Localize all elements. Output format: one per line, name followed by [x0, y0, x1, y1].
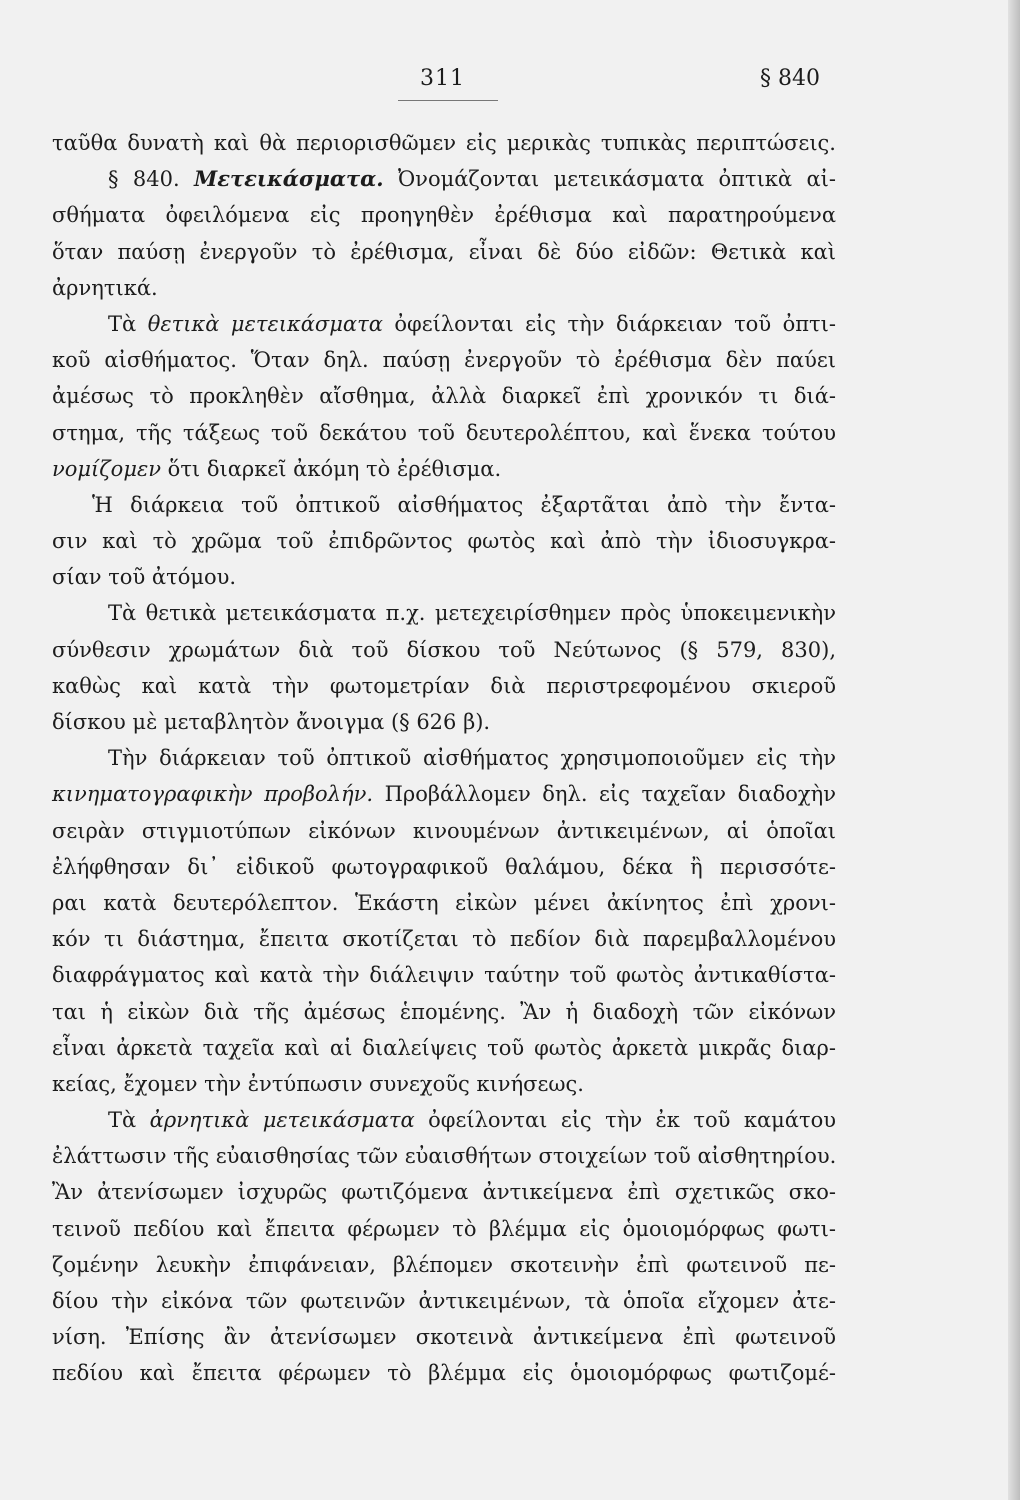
text-line: κείας, ἔχομεν τὴν ἐντύπωσιν συνεχοῦς κινήσεως. [52, 1071, 584, 1096]
section-reference: § 840 [760, 66, 820, 91]
text-line: σθήματα ὀφειλόμενα εἰς προηγηθὲν ἐρέθισμα καὶ παρατηρούμενα [52, 203, 836, 228]
text-line: ται ἡ εἰκὼν διὰ τῆς ἀμέσως ἑπομένης. Ἂν ἡ διαδοχὴ τῶν εἰκόνων [52, 999, 836, 1024]
text-line: πεδίου καὶ ἔπειτα φέρωμεν τὸ βλέμμα εἰς ὁμοιομόρφως φωτιζομέ- [52, 1361, 836, 1386]
text-line: κόν τι διάστημα, ἔπειτα σκοτίζεται τὸ πεδίον διὰ παρεμβαλλομένου [52, 927, 836, 952]
text-line: § 840. Μετεικάσματα. Ὀνομάζονται μετεικάσματα ὀπτικὰ αἰ- [108, 166, 836, 192]
text-line: ταῦθα δυνατὴ καὶ θὰ περιορισθῶμεν εἰς μερικὰς τυπικὰς περιπτώσεις. [52, 131, 836, 155]
text-line: σιν καὶ τὸ χρῶμα τοῦ ἐπιδρῶντος φωτὸς καὶ ἀπὸ τὴν ἰδιοσυγκρα- [52, 529, 836, 554]
text-line: σύνθεσιν χρωμάτων διὰ τοῦ δίσκου τοῦ Νεύτωνος (§ 579, 830), [52, 637, 836, 662]
page-number: 311 [420, 66, 465, 91]
text-line: ἀμέσως τὸ προκληθὲν αἴσθημα, ἀλλὰ διαρκεῖ ἐπὶ χρονικόν τι διά- [52, 384, 836, 409]
text-line: κοῦ αἰσθήματος. Ὅταν δηλ. παύσῃ ἐνεργοῦν τὸ ἐρέθισμα δὲν παύει [52, 348, 836, 373]
text-line: ραι κατὰ δευτερόλεπτον. Ἑκάστη εἰκὼν μένει ἀκίνητος ἐπὶ χρονι- [52, 890, 836, 915]
text-line: δίσκου μὲ μεταβλητὸν ἄνοιγμα (§ 626 β). [52, 710, 491, 734]
text-line: ἐλάττωσιν τῆς εὐαισθησίας τῶν εὐαισθήτων στοιχείων τοῦ αἰσθητηρίου. [52, 1144, 837, 1169]
section-heading: Μετεικάσματα. [194, 166, 384, 192]
text-line: ζομένην λευκὴν ἐπιφάνειαν, βλέπομεν σκοτεινὴν ἐπὶ φωτεινοῦ πε- [52, 1252, 836, 1277]
text-line: Τὰ θετικὰ μετεικάσματα π.χ. μετεχειρίσθημεν πρὸς ὑποκειμενικὴν [108, 601, 836, 626]
text-line: νίση. Ἐπίσης ἂν ἀτενίσωμεν σκοτεινὰ ἀντικείμενα ἐπὶ φωτεινοῦ [52, 1325, 836, 1350]
text-line: Ἂν ἀτενίσωμεν ἰσχυρῶς φωτιζόμενα ἀντικείμενα ἐπὶ σχετικῶς σκο- [52, 1180, 836, 1205]
header-rule [398, 100, 498, 101]
text-line: Ἡ διάρκεια τοῦ ὀπτικοῦ αἰσθήματος ἐξαρτᾶται ἀπὸ τὴν ἔντα- [92, 492, 836, 517]
text-line: κινηματογραφικὴν προβολήν. Προβάλλομεν δηλ. εἰς ταχεῖαν διαδοχὴν [52, 782, 836, 807]
text-line: ἀρνητικά. [52, 275, 158, 300]
text-line: σειρὰν στιγμιοτύπων εἰκόνων κινουμένων ἀντικειμένων, αἱ ὁποῖαι [52, 818, 836, 843]
page-edge-shadow [1008, 0, 1020, 1500]
text-line: ὅταν παύσῃ ἐνεργοῦν τὸ ἐρέθισμα, εἶναι δὲ δύο εἰδῶν: Θετικὰ καὶ [52, 239, 836, 264]
text-line: νομίζομεν ὅτι διαρκεῖ ἀκόμη τὸ ἐρέθισμα. [52, 456, 502, 481]
text-line: σίαν τοῦ ἀτόμου. [52, 565, 237, 590]
text-line: ἐλήφθησαν δι᾽ εἰδικοῦ φωτογραφικοῦ θαλάμου, δέκα ἢ περισσότε- [52, 854, 836, 879]
text-line: διαφράγματος καὶ κατὰ τὴν διάλειψιν ταύτην τοῦ φωτὸς ἀντικαθίστα- [52, 963, 836, 988]
text-line: Τὴν διάρκειαν τοῦ ὀπτικοῦ αἰσθήματος χρησιμοποιοῦμεν εἰς τὴν [108, 746, 836, 771]
text-line: στημα, τῆς τάξεως τοῦ δεκάτου τοῦ δευτερολέπτου, καὶ ἕνεκα τούτου [52, 420, 836, 445]
text-line: Τὰ θετικὰ μετεικάσματα ὀφείλονται εἰς τὴν διάρκειαν τοῦ ὀπτι- [108, 311, 836, 336]
page-header [0, 66, 1020, 106]
text-line: εἶναι ἀρκετὰ ταχεῖα καὶ αἱ διαλείψεις τοῦ φωτὸς ἀρκετὰ μικρᾶς διαρ- [52, 1035, 836, 1060]
body-text [52, 125, 836, 1392]
text-line: Τὰ ἀρνητικὰ μετεικάσματα ὀφείλονται εἰς τὴν ἐκ τοῦ καμάτου [108, 1108, 836, 1133]
text-line: τεινοῦ πεδίου καὶ ἔπειτα φέρωμεν τὸ βλέμμα εἰς ὁμοιομόρφως φωτι- [52, 1216, 836, 1241]
text-line: καθὼς καὶ κατὰ τὴν φωτομετρίαν διὰ περιστρεφομένου σκιεροῦ [52, 673, 836, 698]
text-line: δίου τὴν εἰκόνα τῶν φωτεινῶν ἀντικειμένων, τὰ ὁποῖα εἴχομεν ἀτε- [52, 1289, 836, 1313]
